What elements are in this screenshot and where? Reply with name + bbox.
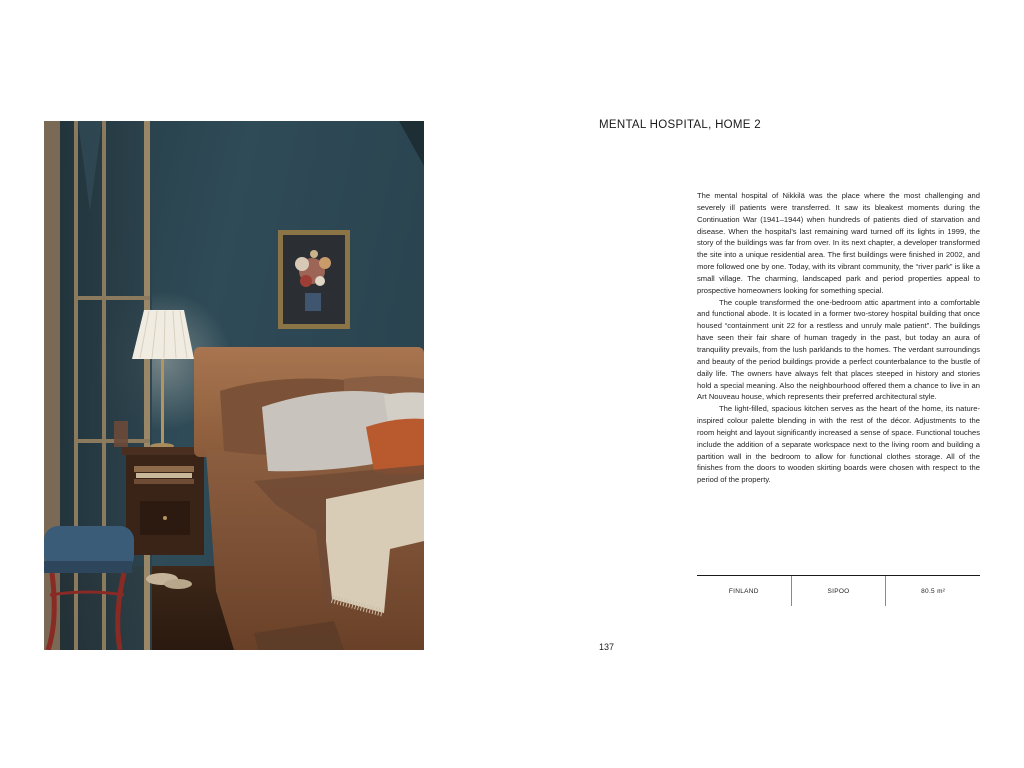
paragraph: The couple transformed the one-bedroom attic apartment into a comfortable and functional abode. It is located in a former two-storey hospital building that once housed “containment unit 22 for a restless and unruly male patient”. The buildings have seen their fair share of human tragedy in the past, but today an aura of tranquility prevails, from the lush parklands to the homes. The verdant surroundings and beauty of the period buildings provide a perfect counterbalance to the bustle of daily life. The owners have always felt that places steeped in history and stories hold a special meaning. Also the neighbourhood offered them a chance to live in an Art Nouveau house, which represents their preferred architectural style. [697, 297, 980, 402]
fact-country: FINLAND [728, 587, 759, 595]
bedroom-illustration [44, 121, 424, 650]
fact-area: 80.5 m² [885, 576, 980, 606]
paragraph: The light-filled, spacious kitchen serves as the heart of the home, its nature-inspired colour palette blending in with the rest of the décor. Adjustments to the room height and layout significantly increased a sense of space. Functional touches include the addition of a separate workspace next to the living room and building a partition wall in the bedroom to allow for functional clothes storage. All of the finishes from the doors to wooden skirting boards were chosen with respect to the period of the property. [697, 404, 980, 485]
painting [278, 230, 350, 329]
bedroom-photo [44, 121, 424, 650]
page-number: 137 [599, 642, 615, 652]
facts-table [697, 575, 980, 606]
fact-city: SIPOO [791, 576, 886, 606]
paragraph: The mental hospital of Nikkilä was the place where the most challenging and severely ill patients were transferred. It saw its bleakest moments during the Continuation War (1941–1944) when hundreds of patients died of starvation and disease. When the hospital’s last remaining ward turned off its lights in 1999, the story of the buildings was far from over. In its next chapter, a developer transformed the site into a unique residential area. The first buildings were finished in 2002, and more followed one by one. Today, with its vibrant community, the “river park” is like a small village. The charming, landscaped park and period properties appeal to prospective homeowners looking for something special. [697, 191, 980, 295]
page-title: MENTAL HOSPITAL, HOME 2 [599, 119, 761, 131]
body-text [697, 190, 980, 486]
